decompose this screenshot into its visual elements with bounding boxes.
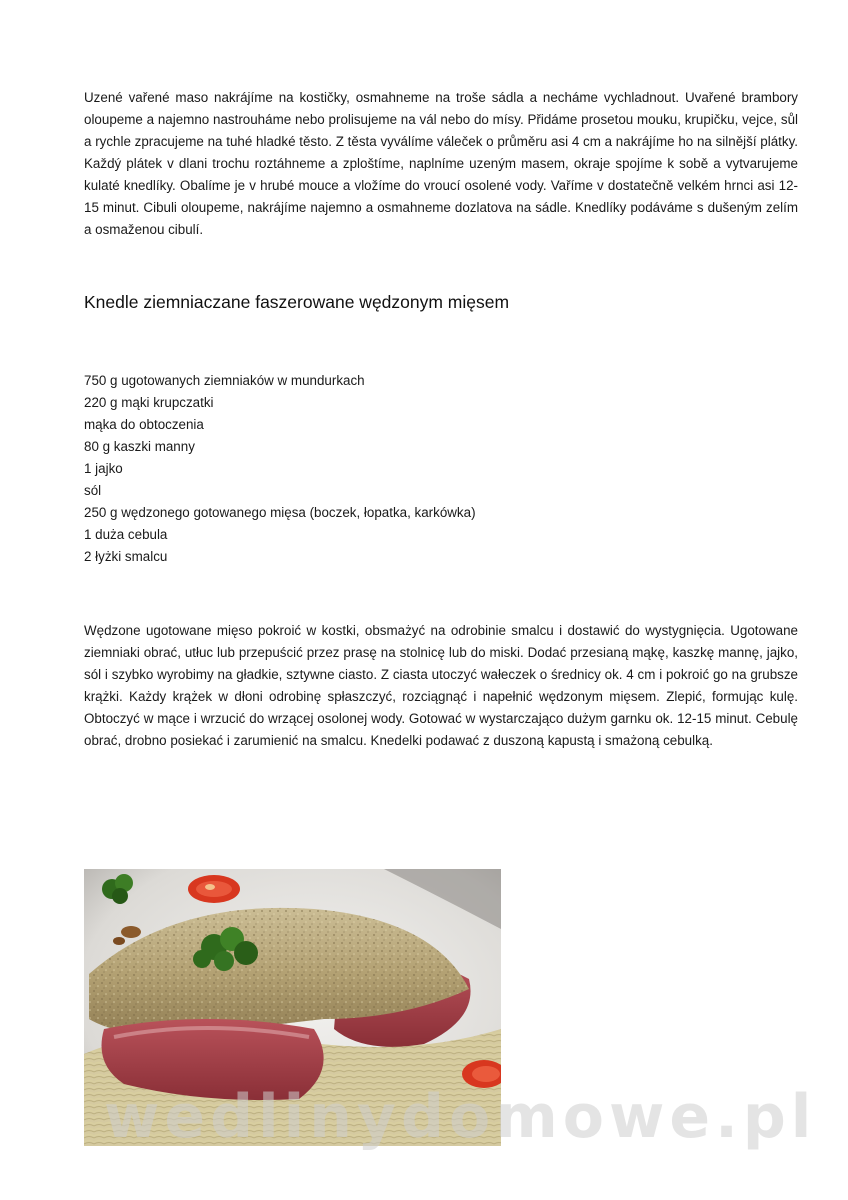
ingredient-item: 750 g ugotowanych ziemniaków w mundurkach bbox=[84, 373, 365, 388]
ingredient-item: 1 duża cebula bbox=[84, 527, 168, 542]
ingredient-item: 80 g kaszki manny bbox=[84, 439, 195, 454]
czech-recipe-paragraph: Uzené vařené maso nakrájíme na kostičky, osmahneme na troše sádla a necháme vychladnout. Uvařené brambory oloupeme a najemno nastrouháme nebo prolisujeme na vál nebo do mísy. Přidáme prosetou mouku, krupičku, vejce, sůl a rychle zpracujeme na tuhé hladké těsto. Z těsta vyválíme váleček o průměru asi 4 cm a nakrájíme ho na silnější plátky. Každý plátek v dlani trochu roztáhneme a zploštíme, naplníme uzeným masem, okraje spojíme k sobě a vytvarujeme kulaté knedlíky. Obalíme je v hrubé mouce a vložíme do vroucí osolené vody. Vaříme v dostatečně velkém hrnci asi 12-15 minut. Cibuli oloupeme, nakrájíme najemno a osmahneme dozlatova na sádle. Knedlíky podáváme s dušeným zelím a osmaženou cibulí. bbox=[84, 90, 798, 237]
ingredient-item: 250 g wędzonego gotowanego mięsa (boczek, łopatka, karkówka) bbox=[84, 505, 476, 520]
ingredient-item: sól bbox=[84, 483, 102, 498]
polish-recipe-paragraph: Wędzone ugotowane mięso pokroić w kostki, obsmażyć na odrobinie smalcu i dostawić do wystygnięcia. Ugotowane ziemniaki obrać, utłuc lub przepuścić przez prasę na stolnicę lub do miski. Dodać przesianą mąkę, kaszkę mannę, jajko, sól i szybko wyrobimy na gładkie, sztywne ciasto. Z ciasta utoczyć wałeczek o średnicy ok. 4 cm i pokroić go na grubsze krążki. Każdy krążek w dłoni odrobinę spłaszczyć, rozciągnąć i napełnić wędzonym mięsem. Zlepić, formując kulę. Obtoczyć w mące i wrzucić do wrzącej osolonej wody. Gotować w wystarczająco dużym garnku ok. 12-15 minut. Cebulę obrać, drobno posiekać i zarumienić na smalcu. Knedelki podawać z duszoną kapustą i smażoną cebulką. bbox=[84, 623, 798, 748]
ingredient-item: 220 g mąki krupczatki bbox=[84, 395, 214, 410]
ingredient-item: 2 łyżki smalcu bbox=[84, 549, 168, 564]
watermark-logo: wedlinydomowe.pl bbox=[104, 1082, 817, 1152]
recipe-title: Knedle ziemniaczane faszerowane wędzonym mięsem bbox=[84, 292, 510, 312]
dumpling-photo bbox=[84, 869, 501, 1146]
ingredient-item: mąka do obtoczenia bbox=[84, 417, 204, 432]
tomato-slice bbox=[188, 875, 240, 903]
ingredient-list bbox=[84, 370, 476, 568]
sauce-drop bbox=[113, 937, 125, 945]
sauce-drop bbox=[121, 926, 141, 938]
ingredient-item: 1 jajko bbox=[84, 461, 123, 476]
